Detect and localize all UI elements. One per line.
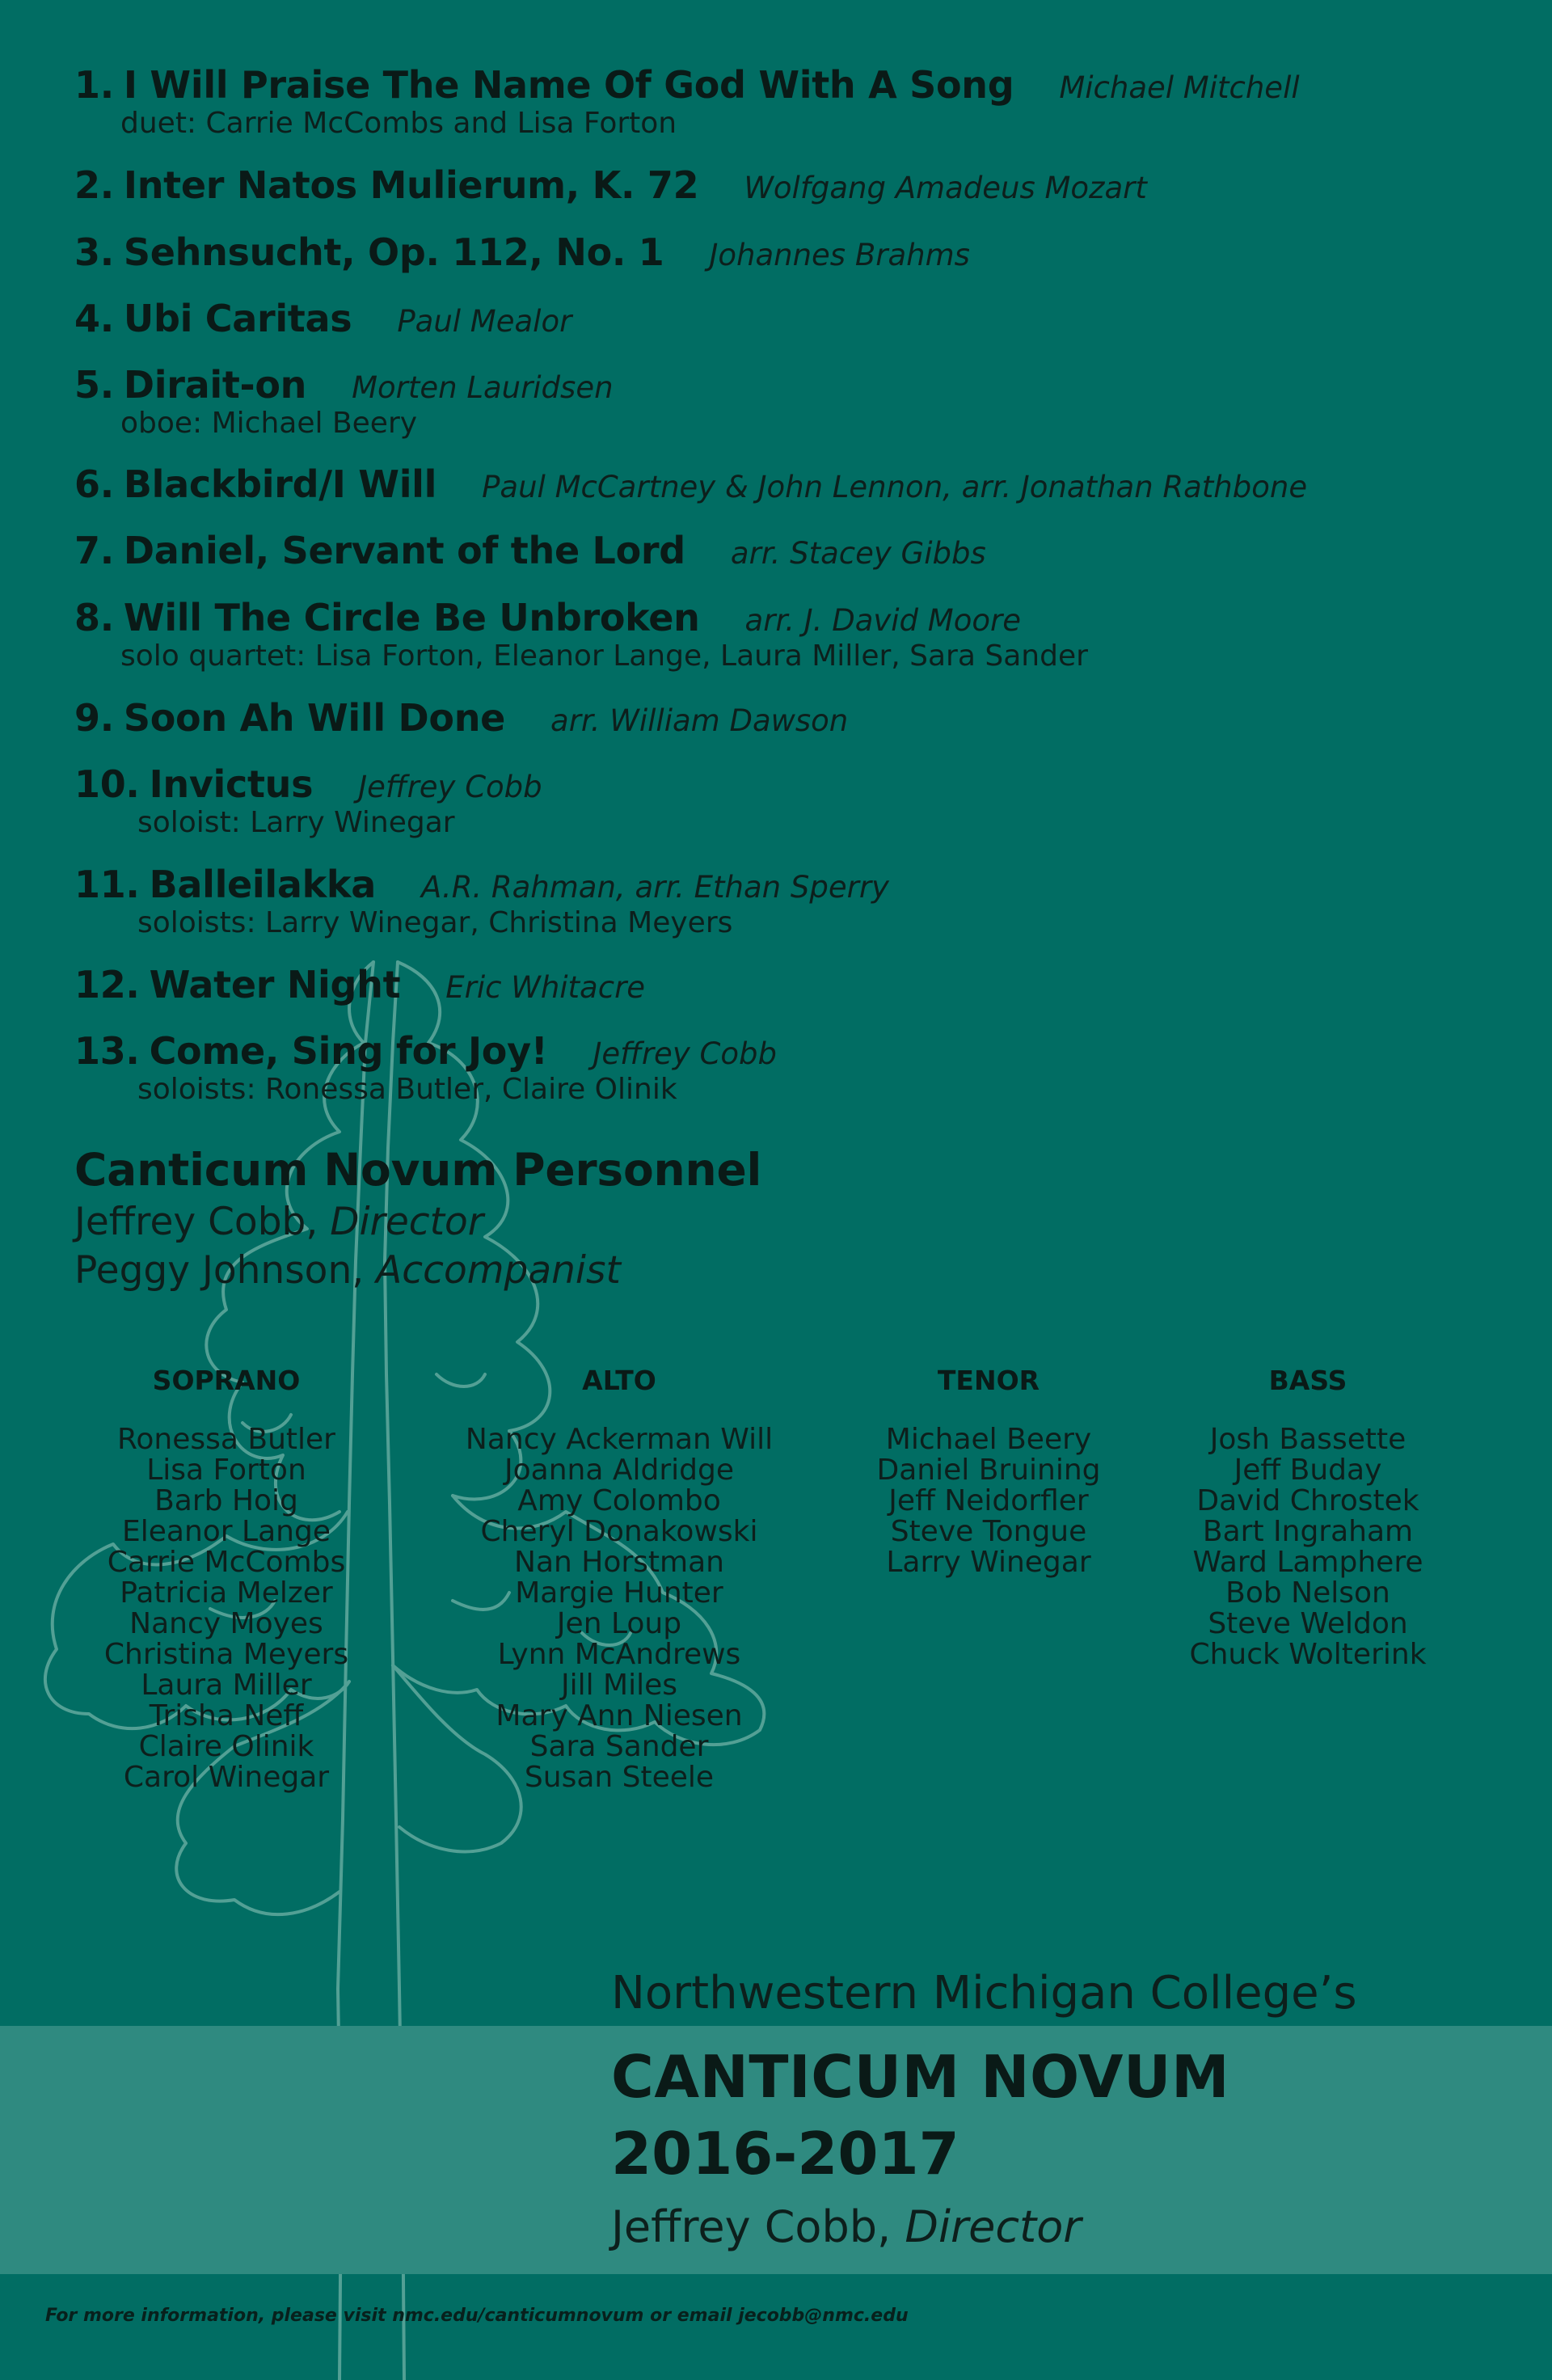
member-name: Patricia Melzer	[120, 1576, 333, 1610]
program-item	[74, 462, 1497, 529]
piece-title: Soon Ah Will Done	[123, 696, 506, 740]
director-role: Director	[330, 1200, 484, 1244]
member-name: Eleanor Lange	[122, 1515, 331, 1548]
member-name: Chuck Wolterink	[1189, 1638, 1427, 1671]
footer-director-line	[611, 2201, 1081, 2254]
more-info-line: For more information, please visit nmc.edu/canticumnovum or email jecobb@nmc.edu	[45, 2306, 909, 2326]
piece-title: Daniel, Servant of the Lord	[123, 529, 685, 572]
piece-composer: Morten Lauridsen	[352, 370, 614, 405]
piece-composer: Eric Whitacre	[445, 970, 646, 1005]
piece-title: Sehnsucht, Op. 112, No. 1	[123, 230, 664, 274]
piece-note: oboe: Michael Beery	[120, 407, 418, 440]
member-name: Jill Miles	[560, 1669, 678, 1702]
program-item	[74, 230, 1497, 297]
piece-number: 6.	[74, 462, 114, 506]
piece-number: 2.	[74, 163, 114, 207]
program-item	[74, 696, 1497, 762]
piece-number: 8.	[74, 596, 114, 639]
accompanist-name: Peggy Johnson,	[74, 1248, 365, 1293]
program-list	[74, 63, 1497, 1110]
piece-number: 5.	[74, 363, 114, 407]
member-name: Nancy Moyes	[129, 1607, 323, 1640]
program-item	[74, 863, 1497, 963]
director-line	[74, 1198, 761, 1247]
member-name: Margie Hunter	[515, 1576, 723, 1610]
piece-composer: arr. Stacey Gibbs	[730, 536, 986, 571]
member-name: Lisa Forton	[146, 1454, 306, 1487]
piece-title: Ubi Caritas	[123, 297, 352, 340]
member-name: Steve Tongue	[890, 1515, 1087, 1548]
program-item	[74, 596, 1497, 696]
piece-composer: Paul Mealor	[397, 304, 572, 339]
piece-composer: Jeffrey Cobb	[358, 770, 542, 804]
personnel-heading: Canticum Novum Personnel	[74, 1144, 762, 1196]
member-name: Carol Winegar	[123, 1761, 330, 1794]
piece-composer: Wolfgang Amadeus Mozart	[744, 171, 1147, 205]
member-name: Larry Winegar	[886, 1546, 1091, 1579]
member-name: Josh Bassette	[1209, 1423, 1406, 1456]
member-name: Joanna Aldridge	[504, 1454, 734, 1487]
piece-title: Will The Circle Be Unbroken	[123, 596, 700, 639]
ensemble-name: CANTICUM NOVUM	[611, 2043, 1230, 2111]
piece-note: duet: Carrie McCombs and Lisa Forton	[120, 107, 677, 140]
personnel-block	[74, 1141, 761, 1295]
member-name: Steve Weldon	[1208, 1607, 1408, 1640]
program-item	[74, 163, 1497, 230]
piece-title: Inter Natos Mulierum, K. 72	[123, 163, 699, 207]
section-alto	[433, 1365, 805, 1793]
piece-number: 7.	[74, 529, 114, 572]
section-heading: BASS	[1268, 1365, 1347, 1396]
member-name: Nan Horstman	[514, 1546, 724, 1579]
piece-note: soloists: Larry Winegar, Christina Meyers	[137, 906, 733, 939]
piece-number: 9.	[74, 696, 114, 740]
member-name: Jeff Buday	[1234, 1454, 1382, 1487]
member-name: Lynn McAndrews	[497, 1638, 741, 1671]
member-name: Barb Hoig	[154, 1484, 298, 1517]
piece-number: 13.	[74, 1029, 140, 1073]
season-years: 2016-2017	[611, 2120, 959, 2188]
section-heading: ALTO	[582, 1365, 656, 1396]
piece-composer: arr. William Dawson	[550, 703, 849, 738]
footer-director-name: Jeffrey Cobb,	[611, 2201, 892, 2252]
accompanist-role: Accompanist	[376, 1248, 621, 1293]
piece-composer: Jeffrey Cobb	[593, 1036, 777, 1071]
program-item	[74, 529, 1497, 596]
member-name: Jeff Neidorfler	[888, 1484, 1089, 1517]
accompanist-line	[74, 1247, 761, 1295]
piece-title: Balleilakka	[149, 863, 376, 906]
piece-composer: arr. J. David Moore	[744, 603, 1021, 638]
member-name: Carrie McCombs	[107, 1546, 346, 1579]
program-item	[74, 1029, 1497, 1110]
member-name: Christina Meyers	[103, 1638, 349, 1671]
piece-title: Water Night	[149, 963, 401, 1006]
program-item	[74, 762, 1497, 863]
program-item	[74, 363, 1497, 462]
section-heading: SOPRANO	[152, 1365, 301, 1396]
section-heading: TENOR	[937, 1365, 1040, 1396]
member-name: Claire Olinik	[138, 1730, 314, 1763]
member-name: David Chrostek	[1196, 1484, 1419, 1517]
piece-title: Come, Sing for Joy!	[149, 1029, 548, 1073]
member-name: Ronessa Butler	[117, 1423, 335, 1456]
piece-title: Dirait-on	[123, 363, 307, 407]
member-name: Sara Sander	[529, 1730, 709, 1763]
member-name: Mary Ann Niesen	[496, 1699, 743, 1732]
section-tenor	[803, 1365, 1175, 1578]
program-item	[74, 297, 1497, 363]
piece-number: 1.	[74, 63, 114, 107]
piece-number: 10.	[74, 762, 140, 806]
section-soprano	[40, 1365, 412, 1793]
piece-title: Blackbird/I Will	[123, 462, 437, 506]
piece-title: I Will Praise The Name Of God With A Song	[123, 63, 1014, 107]
member-name: Nancy Ackerman Will	[465, 1423, 774, 1456]
piece-number: 3.	[74, 230, 114, 274]
piece-composer: Michael Mitchell	[1059, 70, 1300, 105]
program-item	[74, 963, 1497, 1029]
piece-note: solo quartet: Lisa Forton, Eleanor Lange, Laura Miller, Sara Sander	[120, 639, 1088, 673]
piece-composer: Johannes Brahms	[709, 238, 970, 272]
member-name: Michael Beery	[885, 1423, 1092, 1456]
member-name: Trisha Neff	[149, 1699, 304, 1732]
section-bass	[1122, 1365, 1494, 1670]
member-name: Bart Ingraham	[1202, 1515, 1414, 1548]
piece-note: soloist: Larry Winegar	[137, 806, 455, 839]
piece-number: 11.	[74, 863, 140, 906]
program-item	[74, 63, 1497, 163]
piece-number: 4.	[74, 297, 114, 340]
footer-director-role: Director	[905, 2201, 1082, 2252]
member-name: Amy Colombo	[517, 1484, 721, 1517]
piece-composer: Paul McCartney & John Lennon, arr. Jonathan Rathbone	[482, 470, 1308, 504]
piece-note: soloists: Ronessa Butler, Claire Olinik	[137, 1073, 677, 1106]
member-name: Susan Steele	[524, 1761, 715, 1794]
piece-title: Invictus	[149, 762, 314, 806]
member-name: Cheryl Donakowski	[480, 1515, 758, 1548]
college-name: Northwestern Michigan College’s	[611, 1967, 1357, 2019]
piece-composer: A.R. Rahman, arr. Ethan Sperry	[420, 870, 889, 905]
piece-number: 12.	[74, 963, 140, 1006]
director-name: Jeffrey Cobb,	[74, 1200, 318, 1244]
member-name: Jen Loup	[556, 1607, 682, 1640]
member-name: Ward Lamphere	[1192, 1546, 1423, 1579]
member-name: Bob Nelson	[1225, 1576, 1390, 1610]
member-name: Daniel Bruining	[876, 1454, 1101, 1487]
member-name: Laura Miller	[141, 1669, 312, 1702]
